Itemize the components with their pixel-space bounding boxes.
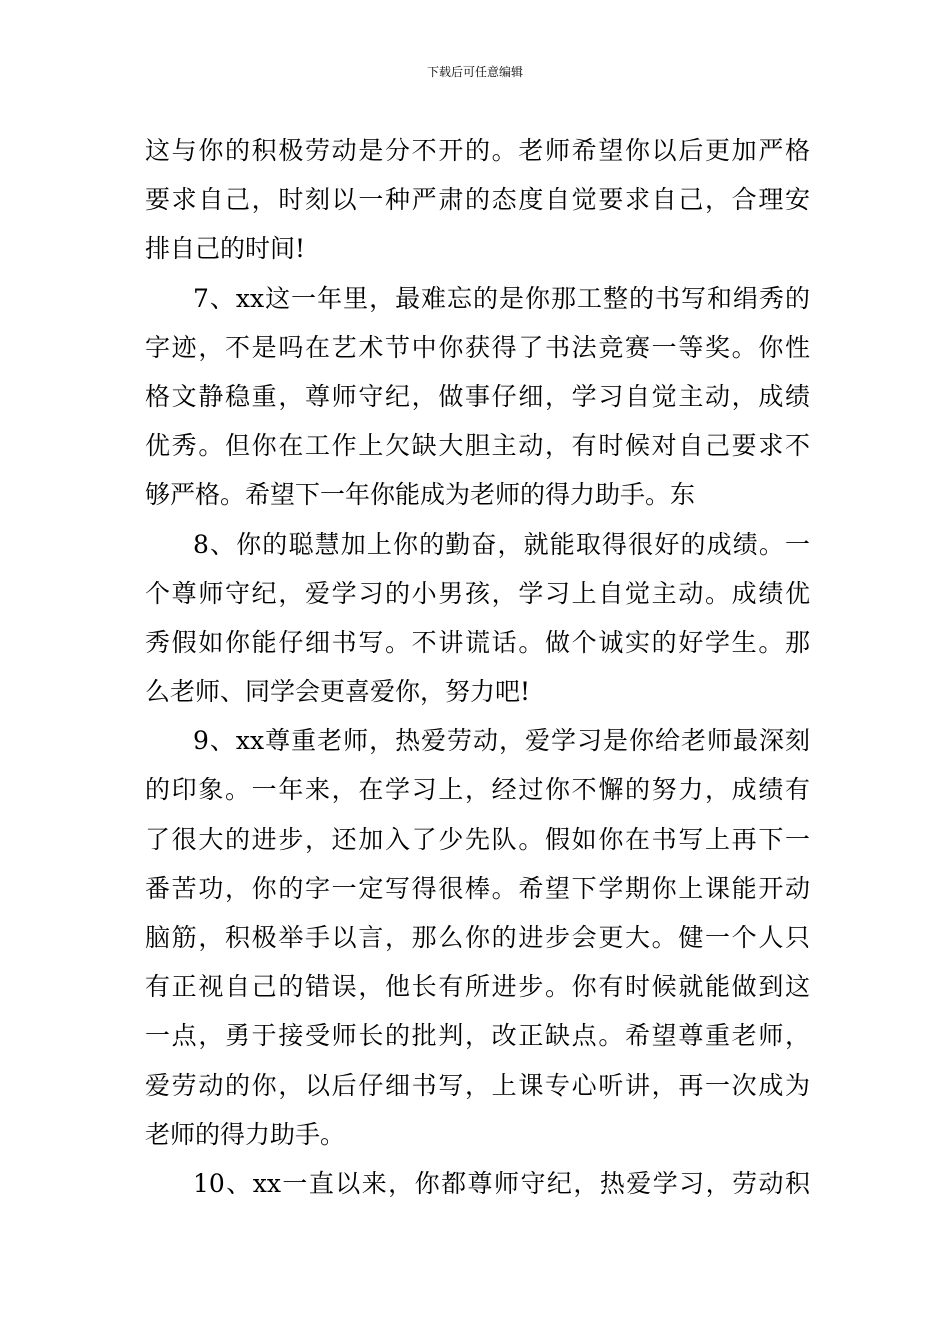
text-line: 8、你的聪慧加上你的勤奋，就能取得很好的成绩。一 xyxy=(193,529,810,559)
text-line: 10、xx一直以来，你都尊师守纪，热爱学习，劳动积 xyxy=(193,1168,810,1198)
text-line: 么老师、同学会更喜爱你，努力吧! xyxy=(145,677,531,707)
page-header: 下载后可任意编辑 xyxy=(426,65,523,79)
text-line: 老师的得力助手。 xyxy=(145,1119,346,1149)
text-line: 一点，勇于接受师长的批判，改正缺点。希望尊重老师， xyxy=(145,1021,810,1051)
text-line: 够严格。希望下一年你能成为老师的得力助手。东 xyxy=(145,480,696,510)
text-line: 脑筋，积极举手以言，那么你的进步会更大。健一个人只 xyxy=(145,923,810,952)
text-line: 字迹，不是吗在艺术节中你获得了书法竞赛一等奖。你性 xyxy=(145,332,810,362)
text-line: 9、xx尊重老师，热爱劳动，爱学习是你给老师最深刻 xyxy=(193,726,810,756)
text-line: 这与你的积极劳动是分不开的。老师希望你以后更加严格 xyxy=(145,136,810,165)
text-line: 格文静稳重，尊师守纪，做事仔细，学习自觉主动，成绩 xyxy=(145,381,810,411)
text-line: 排自己的时间! xyxy=(145,234,306,264)
text-line: 要求自己，时刻以一种严肃的态度自觉要求自己，合理安 xyxy=(145,185,810,215)
text-line: 有正视自己的错误，他长有所进步。你有时候就能做到这 xyxy=(145,972,810,1002)
text-line: 个尊师守纪，爱学习的小男孩，学习上自觉主动。成绩优 xyxy=(145,578,810,608)
text-line: 优秀。但你在工作上欠缺大胆主动，有时候对自己要求不 xyxy=(145,431,810,461)
text-line: 的印象。一年来，在学习上，经过你不懈的努力，成绩有 xyxy=(145,775,810,805)
text-line: 番苦功，你的字一定写得很棒。希望下学期你上课能开动 xyxy=(145,873,810,903)
text-line: 爱劳动的你，以后仔细书写，上课专心听讲，再一次成为 xyxy=(145,1070,810,1100)
text-line: 7、xx这一年里，最难忘的是你那工整的书写和绢秀的 xyxy=(193,283,810,313)
text-line: 秀假如你能仔细书写。不讲谎话。做个诚实的好学生。那 xyxy=(145,627,810,657)
text-line: 了很大的进步，还加入了少先队。假如你在书写上再下一 xyxy=(145,824,810,854)
document-body xyxy=(145,126,810,1208)
